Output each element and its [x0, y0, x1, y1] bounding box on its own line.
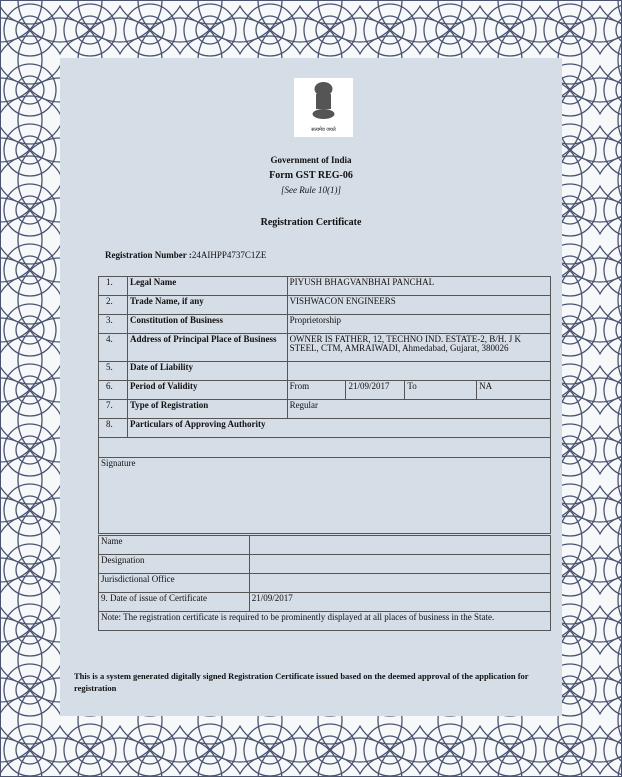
- table-row: Name: [99, 536, 551, 555]
- note-row: [99, 612, 551, 631]
- rule-reference: [See Rule 10(1)]: [281, 185, 341, 195]
- national-emblem: [294, 78, 353, 137]
- details-table: [98, 276, 551, 534]
- table-row: 5. Date of Liability: [99, 362, 551, 381]
- table-row: [99, 438, 551, 458]
- signature-label: Signature: [99, 458, 551, 534]
- table-row: 4. Address of Principal Place of Business OWNER IS FATHER, 12, TECHNO IND. ESTATE-2, B/H. J K STEEL, CTM, AMRAIWADI, Ahmedabad, Gujarat, 380026: [99, 334, 551, 362]
- form-heading: Form GST REG-06: [269, 170, 353, 181]
- table-row: 7. Type of Registration Regular: [99, 400, 551, 419]
- table-row: Designation: [99, 555, 551, 574]
- registration-type: Regular: [287, 400, 550, 419]
- constitution: Proprietorship: [287, 315, 550, 334]
- legal-name: PIYUSH BHAGVANBHAI PANCHAL: [287, 277, 550, 296]
- authority-table: [98, 535, 551, 631]
- registration-label: Registration Number :: [105, 250, 192, 260]
- registration-value: 24AIHPP4737C1ZE: [191, 250, 267, 260]
- trade-name: VISHWACON ENGINEERS: [287, 296, 550, 315]
- validity-to: NA: [477, 381, 551, 400]
- table-row: 1. Legal Name PIYUSH BHAGVANBHAI PANCHAL: [99, 277, 551, 296]
- table-row: 6. Period of Validity From 21/09/2017 To NA: [99, 381, 551, 400]
- table-row: 2. Trade Name, if any VISHWACON ENGINEERS: [99, 296, 551, 315]
- registration-number: [105, 250, 266, 260]
- footer-statement: This is a system generated digitally signed Registration Certificate issued based on the deemed approval of the application for registration: [74, 671, 529, 693]
- table-row: 8. Particulars of Approving Authority: [99, 419, 551, 438]
- table-row: Jurisdictional Office: [99, 574, 551, 593]
- date-of-liability: [287, 362, 550, 381]
- address: OWNER IS FATHER, 12, TECHNO IND. ESTATE-2, B/H. J K STEEL, CTM, AMRAIWADI, Ahmedabad, Gujarat, 380026: [287, 334, 550, 362]
- issue-date: 21/09/2017: [249, 593, 550, 612]
- emblem-motto: सत्यमेव जयते: [311, 127, 336, 133]
- validity-from: 21/09/2017: [346, 381, 405, 400]
- table-row: 9. Date of issue of Certificate 21/09/2017: [99, 593, 551, 612]
- government-heading: Government of India: [270, 155, 352, 165]
- note: Note: The registration certificate is required to be prominently displayed at all places of business in the State.: [99, 612, 551, 631]
- table-row: 3. Constitution of Business Proprietorship: [99, 315, 551, 334]
- certificate-title: Registration Certificate: [260, 217, 362, 228]
- signature-row: [99, 458, 551, 534]
- certificate-panel: [60, 58, 562, 716]
